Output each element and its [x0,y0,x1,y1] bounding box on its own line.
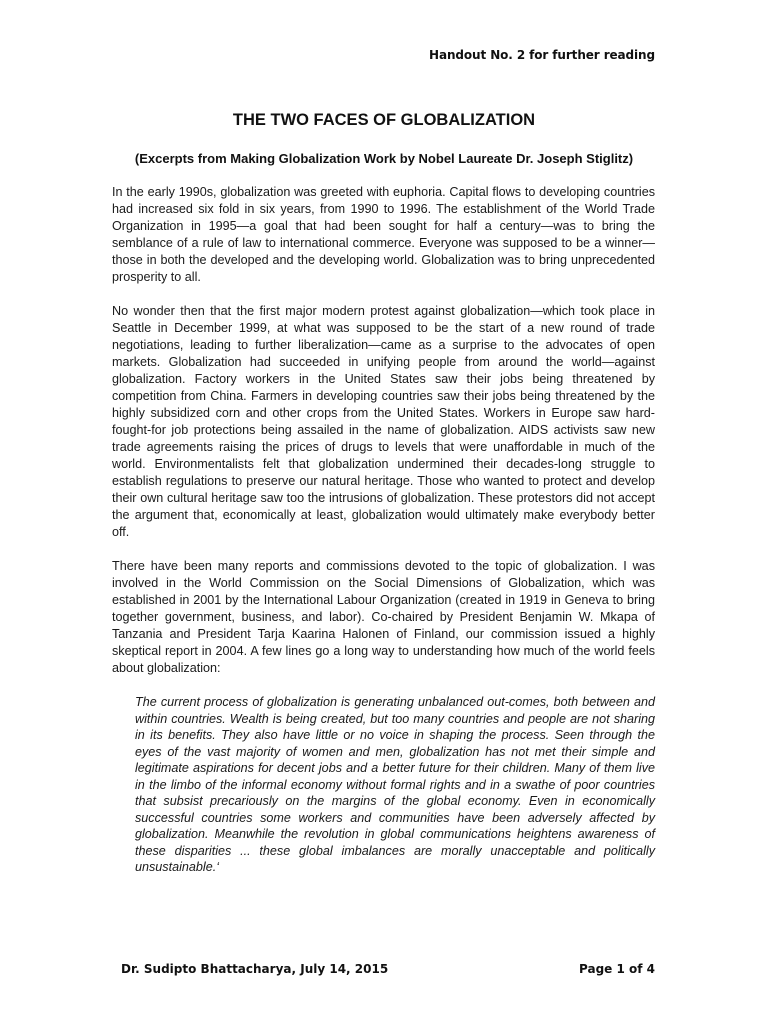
document-title: THE TWO FACES OF GLOBALIZATION [232,111,536,129]
handout-note: Handout No. 2 for further reading [429,48,655,62]
footer-author-date: Dr. Sudipto Bhattacharya, July 14, 2015 [121,962,389,976]
document-subtitle: (Excerpts from Making Globalization Work by Nobel Laureate Dr. Joseph Stiglitz) [134,151,634,166]
paragraph-2: No wonder then that the first major modern protest against globalization—which took place in Seattle in December 1999, at what was supposed to be the start of a new round of trade negotiations, leading to further liberalization—came as a surprise to the advocates of open markets. Globalization had succeeded in unifying people from around the world—against globalization. Factory workers in the United States saw their jobs being threatened by competition from China. Farmers in developing countries saw their jobs being threatened by the highly subsidized corn and other crops from the United States. Workers in Europe saw hard-fought-for job protections being assailed in the name of globalization. AIDS activists saw new trade agreements raising the prices of drugs to levels that were unaffordable in much of the world. Environmentalists felt that globalization undermined their decades-long struggle to establish regulations to preserve our natural heritage. Those who wanted to protect and develop their own cultural heritage saw too the intrusions of globalization. These protestors did not accept the argument that, economically at least, globalization would ultimately make everybody better off. [112,304,655,539]
paragraph-3: There have been many reports and commissions devoted to the topic of globalization. I was involved in the World Commission on the Social Dimensions of Globalization, which was established in 2001 by the International Labour Organization (created in 1919 in Geneva to bring together government, business, and labor). Co-chaired by President Benjamin W. Mkapa of Tanzania and President Tarja Kaarina Halonen of Finland, our commission issued a highly skeptical report in 2004. A few lines go a long way to understanding how much of the world feels about globalization: [112,559,655,675]
body-text [112,184,655,876]
paragraph-1: In the early 1990s, globalization was greeted with euphoria. Capital flows to developing countries had increased six fold in six years, from 1990 to 1996. The establishment of the World Trade Organization in 1995—a goal that had been sought for half a century—was to bring the semblance of a rule of law to international commerce. Everyone was supposed to be a winner—those in both the developed and the developing world. Globalization was to bring unprecedented prosperity to all. [112,185,655,284]
block-quote: The current process of globalization is generating unbalanced out-comes, both between and within countries. Wealth is being created, but too many countries and people are not sharing in its benefits. They also have little or no voice in shaping the process. Seen through the eyes of the vast majority of women and men, globalization has not met their simple and legitimate aspirations for decent jobs and a better future for their children. Many of them live in the limbo of the informal economy without formal rights and in a swathe of poor countries that subsist precariously on the margins of the global economy. Even in economically successful countries some workers and communities have been adversely affected by globalization. Meanwhile the revolution in global communications heightens awareness of these disparities ... these global imbalances are morally unacceptable and politically unsustainable.‘ [135,695,655,874]
footer-page-number: Page 1 of 4 [579,962,655,976]
